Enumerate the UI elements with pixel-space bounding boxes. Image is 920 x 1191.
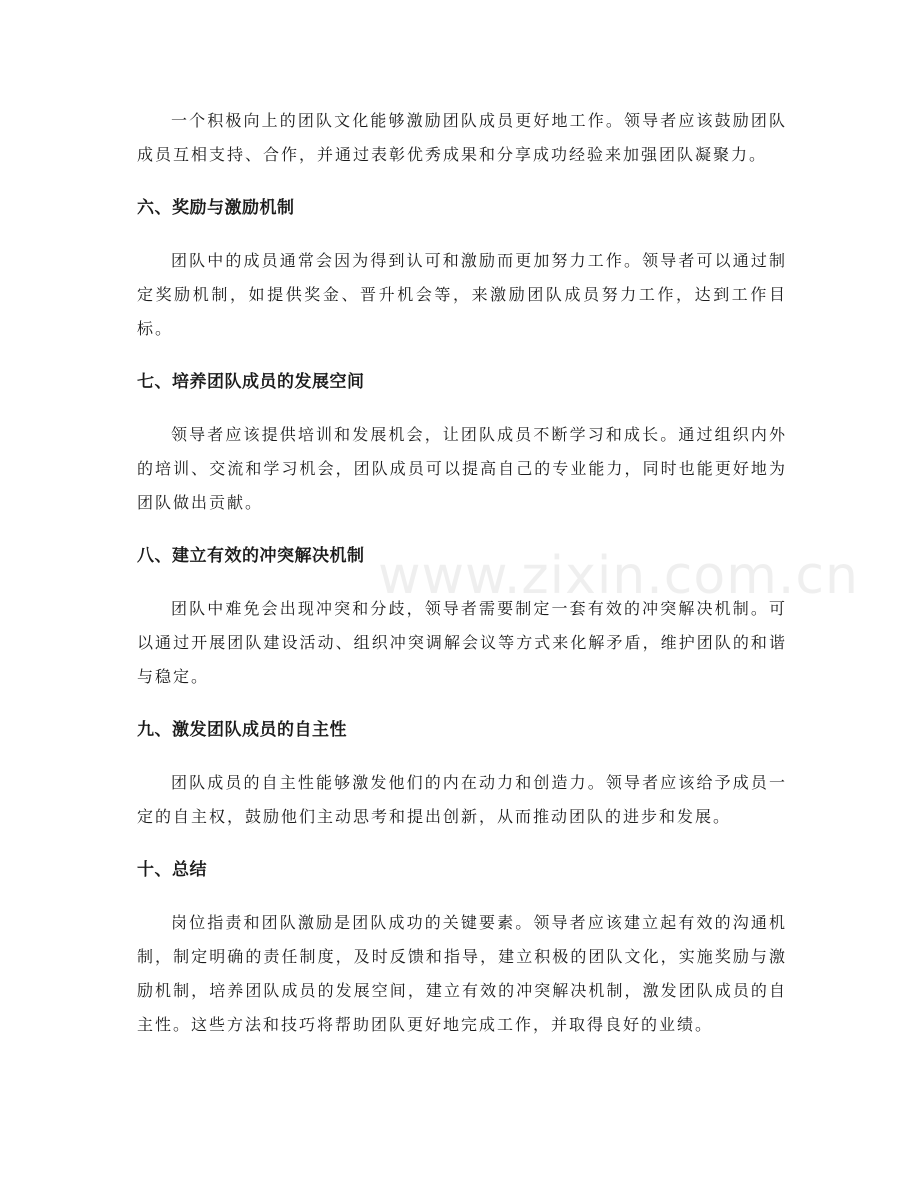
section-heading-8: 八、建立有效的冲突解决机制: [137, 546, 365, 566]
section-body-9: 团队成员的自主性能够激发他们的内在动力和创造力。领导者应该给予成员一定的自主权，鼓励他们主动思考和提出创新，从而推动团队的进步和发展。: [137, 773, 787, 826]
watermark: www.zixin.com.cn: [378, 546, 859, 606]
section-body-6: 团队中的成员通常会因为得到认可和激励而更加努力工作。领导者可以通过制定奖励机制，如提供奖金、晋升机会等，来激励团队成员努力工作，达到工作目标。: [137, 251, 787, 338]
section-body-7: 领导者应该提供培训和发展机会，让团队成员不断学习和成长。通过组织内外的培训、交流和学习机会，团队成员可以提高自己的专业能力，同时也能更好地为团队做出贡献。: [137, 425, 787, 512]
section-heading-7: 七、培养团队成员的发展空间: [137, 372, 365, 392]
intro-paragraph: 一个积极向上的团队文化能够激励团队成员更好地工作。领导者应该鼓励团队成员互相支持、合作，并通过表彰优秀成果和分享成功经验来加强团队凝聚力。: [137, 111, 787, 164]
document-content: [137, 104, 787, 1042]
section-heading-9: 九、激发团队成员的自主性: [137, 720, 347, 740]
section-heading-6: 六、奖励与激励机制: [137, 198, 295, 218]
section-body-10: 岗位指责和团队激励是团队成功的关键要素。领导者应该建立起有效的沟通机制，制定明确的责任制度，及时反馈和指导，建立积极的团队文化，实施奖励与激励机制，培养团队成员的发展空间，建立有效的冲突解决机制，激发团队成员的自主性。这些方法和技巧将帮助团队更好地完成工作，并取得良好的业绩。: [137, 913, 787, 1034]
section-heading-10: 十、总结: [137, 860, 207, 880]
section-body-8: 团队中难免会出现冲突和分歧，领导者需要制定一套有效的冲突解决机制。可以通过开展团队建设活动、组织冲突调解会议等方式来化解矛盾，维护团队的和谐与稳定。: [137, 599, 787, 686]
